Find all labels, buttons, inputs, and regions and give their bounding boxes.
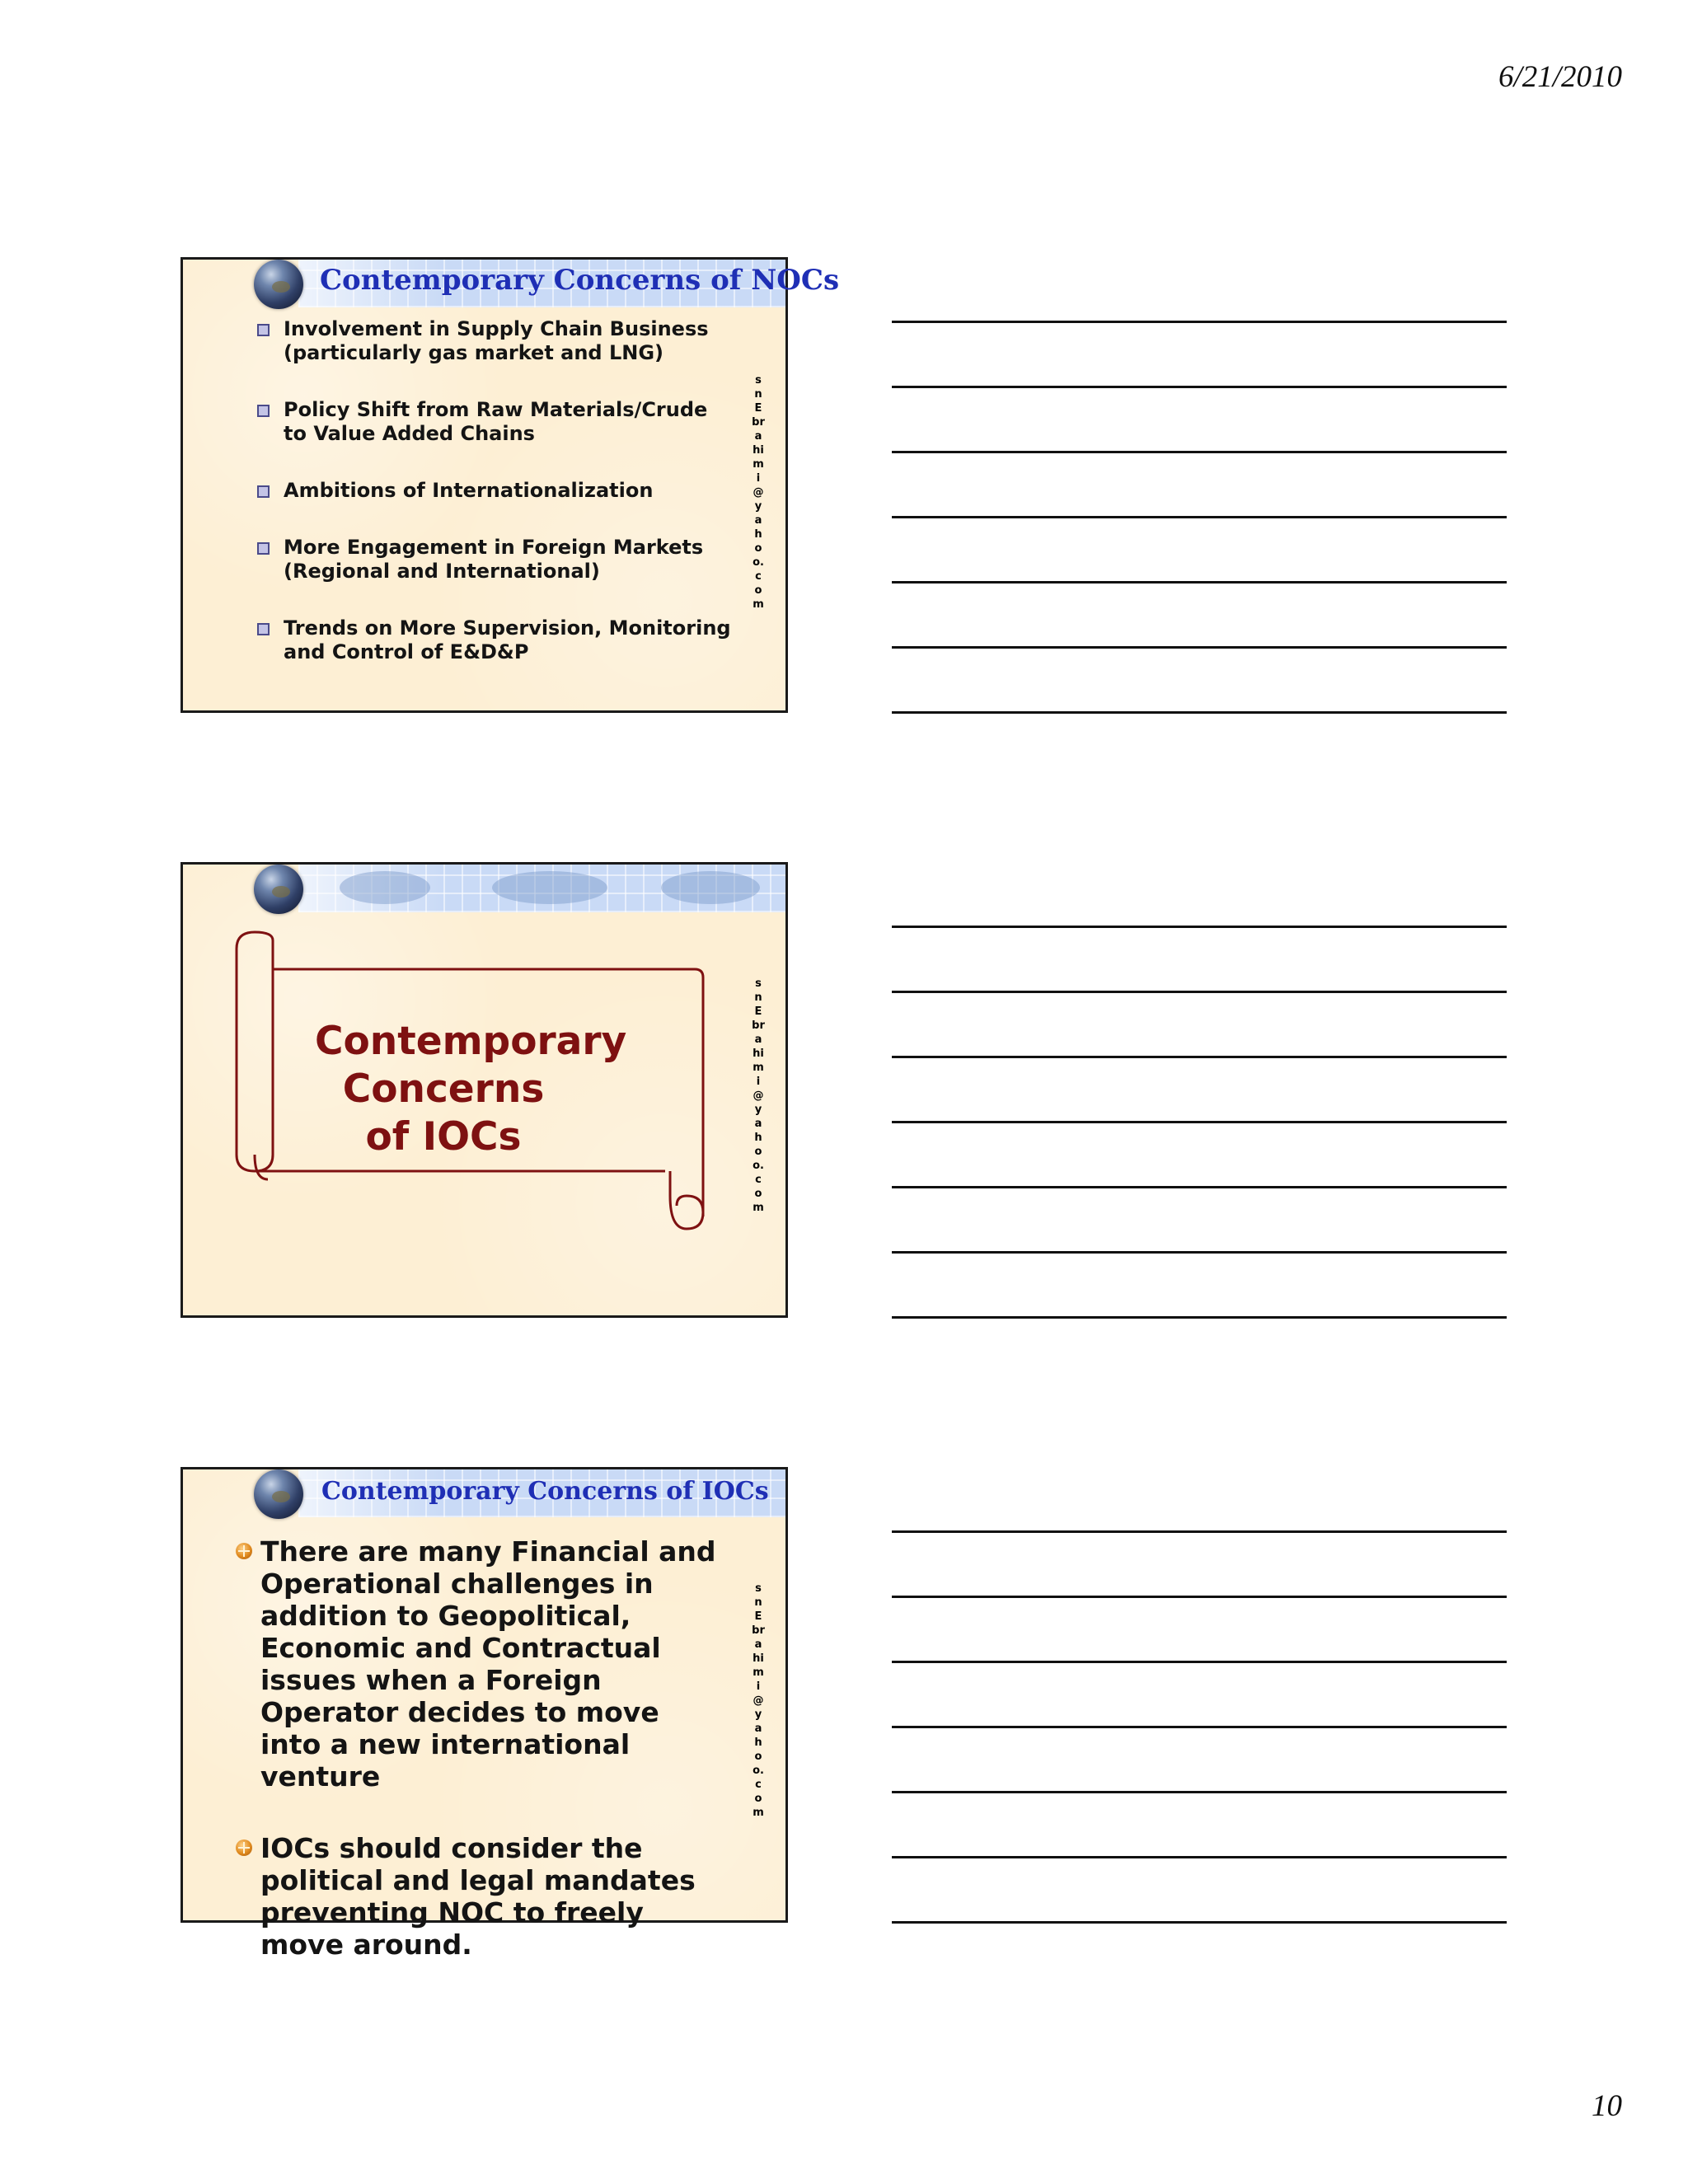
square-bullet-icon [257, 485, 270, 498]
slide-title: Contemporary Concerns of IOCs [321, 1477, 769, 1506]
note-line [892, 1596, 1507, 1598]
bullet-list [257, 317, 735, 697]
square-bullet-icon [257, 623, 270, 635]
world-map-shape [340, 871, 430, 904]
note-line [892, 1056, 1507, 1058]
note-line [892, 581, 1507, 583]
list-item: Ambitions of Internationalization [257, 479, 735, 503]
note-line [892, 1530, 1507, 1533]
note-line [892, 646, 1507, 649]
list-item: Policy Shift from Raw Materials/Crude to Value Added Chains [257, 398, 735, 446]
note-line [892, 1121, 1507, 1123]
vertical-watermark: snEbrahimi@yahoo.com [752, 977, 765, 1214]
list-item: Involvement in Supply Chain Business (particularly gas market and LNG) [257, 317, 735, 365]
note-line [892, 711, 1507, 714]
square-bullet-icon [257, 405, 270, 417]
note-lines [892, 926, 1507, 1381]
slide-title-bar [298, 260, 840, 307]
slide-title-bar [298, 1469, 785, 1517]
note-line [892, 1661, 1507, 1663]
slide-iocs-concerns [181, 1467, 788, 1961]
note-line [892, 926, 1507, 928]
note-line [892, 386, 1507, 388]
vertical-watermark: snEbrahimi@yahoo.com [752, 1582, 765, 1819]
note-lines [892, 321, 1507, 776]
slide-title-bar [298, 865, 785, 912]
list-item: Trends on More Supervision, Monitoring and Control of E&D&P [257, 616, 735, 664]
note-line [892, 1316, 1507, 1319]
bullet-list [234, 1535, 729, 2000]
list-item: There are many Financial and Operational challenges in addition to Geopolitical, Economic and Contractual issues when a Foreign Operator decides to move into a new international venture [234, 1535, 729, 1793]
note-line [892, 321, 1507, 323]
note-line [892, 1251, 1507, 1254]
world-map-shape [492, 871, 607, 904]
globe-icon [254, 260, 303, 309]
slide-title: Contemporary Concerns of NOCs [320, 264, 840, 297]
square-bullet-icon [257, 324, 270, 336]
note-line [892, 1186, 1507, 1188]
note-line [892, 1791, 1507, 1793]
note-lines [892, 1530, 1507, 1986]
orb-bullet-icon [236, 1840, 252, 1856]
slide-iocs-section [181, 862, 788, 1318]
page-date: 6/21/2010 [1498, 60, 1622, 94]
scroll-title: Contemporary Concerns of IOCs [315, 1019, 627, 1160]
note-line [892, 1856, 1507, 1858]
note-line [892, 451, 1507, 453]
globe-icon [254, 1469, 303, 1519]
globe-icon [254, 865, 303, 914]
note-line [892, 516, 1507, 518]
note-line [892, 991, 1507, 993]
world-map-shape [661, 871, 760, 904]
list-item: IOCs should consider the political and legal mandates preventing NOC to freely move around. [234, 1832, 729, 1961]
orb-bullet-icon [236, 1543, 252, 1559]
note-line [892, 1921, 1507, 1924]
page-number: 10 [1592, 2089, 1622, 2123]
vertical-watermark: snEbrahimi@yahoo.com [752, 374, 765, 611]
slide-nocs-concerns [181, 257, 840, 713]
list-item: More Engagement in Foreign Markets (Regional and International) [257, 536, 735, 583]
square-bullet-icon [257, 542, 270, 555]
note-line [892, 1726, 1507, 1728]
